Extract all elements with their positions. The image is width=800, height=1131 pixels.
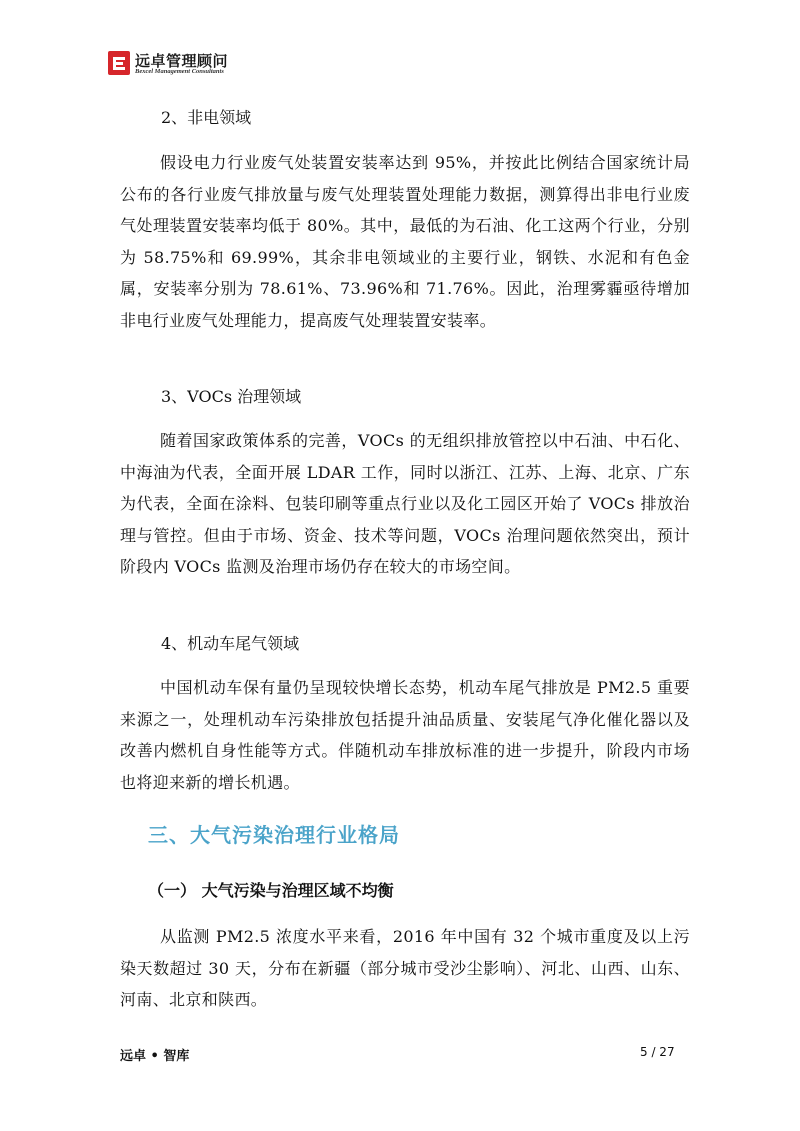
logo-chinese-name: 远卓管理顾问 [135,52,229,70]
paragraph-regional-imbalance: 从监测 PM2.5 浓度水平来看，2016 年中国有 32 个城市重度及以上污染天数超过 30 天，分布在新疆（部分城市受沙尘影响）、河北、山西、山东、河南、北京和陕西。 [120,927,690,1009]
paragraph-vehicle-exhaust: 中国机动车保有量仍呈现较快增长态势，机动车尾气排放是 PM2.5 重要来源之一，处理机动车污染排放包括提升油品质量、安装尾气净化催化器以及改善内燃机自身性能等方式。伴随机动车排放标准的进一步提升，阶段内市场也将迎来新的增长机遇。 [120,678,690,792]
paragraph-non-power: 假设电力行业废气处装置安装率达到 95%，并按此比例结合国家统计局公布的各行业废气排放量与废气处理装置处理能力数据，测算得出非电行业废气处理装置安装率均低于 80%。其中，最低的为石油、化工这两个行业，分别为 58.75%和 69.99%，其余非电领域业的主要行业，钢铁、水泥和有色金属，安装率分别为 78.61%、73.96%和 71.76%。因此，治理雾霾亟待增加非电行业废气处理能力，提高废气处理装置安装率。 [120,153,690,330]
footer-brand: 远卓 • 智库 [120,1049,190,1064]
page-number: 5 / 27 [640,1045,675,1059]
logo-mark-icon [108,51,130,75]
paragraph-vocs: 随着国家政策体系的完善，VOCs 的无组织排放管控以中石油、中石化、中海油为代表，全面开展 LDAR 工作，同时以浙江、江苏、上海、北京、广东为代表，全面在涂料、包装印刷等重点行业以及化工园区开始了 VOCs 排放治理与管控。但由于市场、资金、技术等问题，VOCs 治理问题依然突出，预计阶段内 VOCs 监测及治理市场仍存在较大的市场空间。 [120,431,690,576]
logo-english-name: Bexcel Management Consultants [135,68,224,75]
company-logo [108,50,258,80]
subheading-regional-imbalance: （一） 大气污染与治理区域不均衡 [148,881,394,900]
heading-non-power: 2、非电领域 [161,108,252,127]
section-heading-industry-landscape: 三、大气污染治理行业格局 [148,823,400,847]
heading-vehicle-exhaust: 4、机动车尾气领域 [161,634,300,653]
heading-vocs: 3、VOCs 治理领域 [161,387,302,406]
